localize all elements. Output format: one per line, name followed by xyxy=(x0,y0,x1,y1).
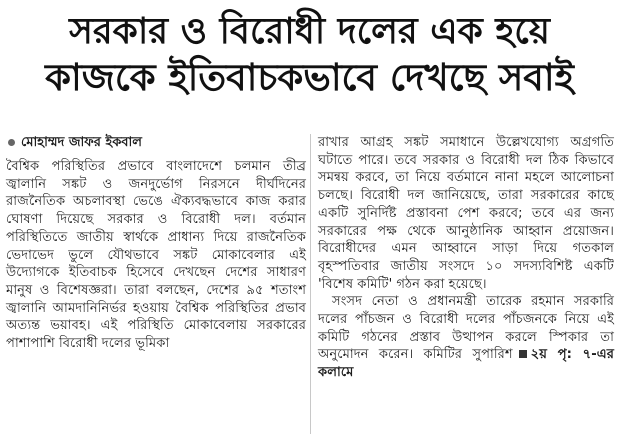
article-paragraph-text: সংসদ নেতা ও প্রধানমন্ত্রী তারেক রহমান সরকারি দলের পাঁচজন ও বিরোধী দলের পাঁচজনকে নিয়ে এই কমিটি গঠনের প্রস্তাব উত্থাপন করলে স্পিকার তা অনুমোদন করেন। কমিটির সুপারিশ xyxy=(318,294,614,363)
byline-author: মোহাম্মদ জাফর ইকবাল xyxy=(21,135,142,150)
continuation-square-icon xyxy=(519,350,527,358)
headline-line-1: সরকার ও বিরোধী দলের এক হয়ে xyxy=(69,11,550,52)
continuation-reference[interactable]: ২য় পৃ: ৭-এর কলামে xyxy=(318,347,614,381)
article-right-column xyxy=(318,134,614,382)
headline-line-2: কাজকে ইতিবাচকভাবে দেখছে সবাই xyxy=(45,56,574,99)
article-paragraph: রাখার আগ্রহ সঙ্কট সমাধানে উল্লেখযোগ্য অগ্রগতি ঘটাতে পারে। তবে সরকার ও বিরোধী দল ঠিক কিভাবে সমন্বয় করবে, তা নিয়ে বর্তমানে নানা মহলে আলোচনা চলছে। বিরোধী দল জানিয়েছে, তারা সরকারের কাছে একটি সুনির্দিষ্ট প্রস্তাবনা পেশ করবে; তবে এর জন্য সরকারের পক্ষ থেকে আনুষ্ঠানিক আহ্বান প্রয়োজন। বিরোধীদের এমন আহ্বানে সাড়া দিয়ে গতকাল বৃহস্পতিবার জাতীয় সংসদে ১০ সদস্যবিশিষ্ট একটি 'বিশেষ কমিটি' গঠন করা হয়েছে। xyxy=(318,135,614,292)
article-paragraph: বৈশ্বিক পরিস্থিতির প্রভাবে বাংলাদেশে চলমান তীব্র জ্বালানি সঙ্কট ও জনদুর্ভোগ নিরসনে দীর্ঘদিনের রাজনৈতিক অচলাবস্থা ভেঙে ঐক্যবদ্ধভাবে কাজ করার ঘোষণা দিয়েছে সরকার ও বিরোধী দল। বর্তমান পরিস্থিতিতে জাতীয় স্বার্থকে প্রাধান্য দিয়ে রাজনৈতিক ভেদাভেদ ভুলে যৌথভাবে সঙ্কট মোকাবেলার এই উদ্যোগকে ইতিবাচক হিসেবে দেখছেন দেশের সাধারণ মানুষ ও বিশেষজ্ঞরা। তারা বলছেন, দেশের ৯৫ শতাংশ জ্বালানি আমদানিনির্ভর হওয়ায় বৈশ্বিক পরিস্থিতির প্রভাব অত্যন্ত ভয়াবহ। এই পরিস্থিতি মোকাবেলায় সরকারের পাশাপাশি বিরোধী দলের ভূমিকা xyxy=(6,159,306,352)
byline xyxy=(6,134,306,152)
article-paragraph-2 xyxy=(318,293,614,382)
byline-bullet-icon xyxy=(8,139,15,146)
headline xyxy=(8,10,611,100)
column-divider xyxy=(310,134,311,434)
article-left-column xyxy=(6,134,306,353)
